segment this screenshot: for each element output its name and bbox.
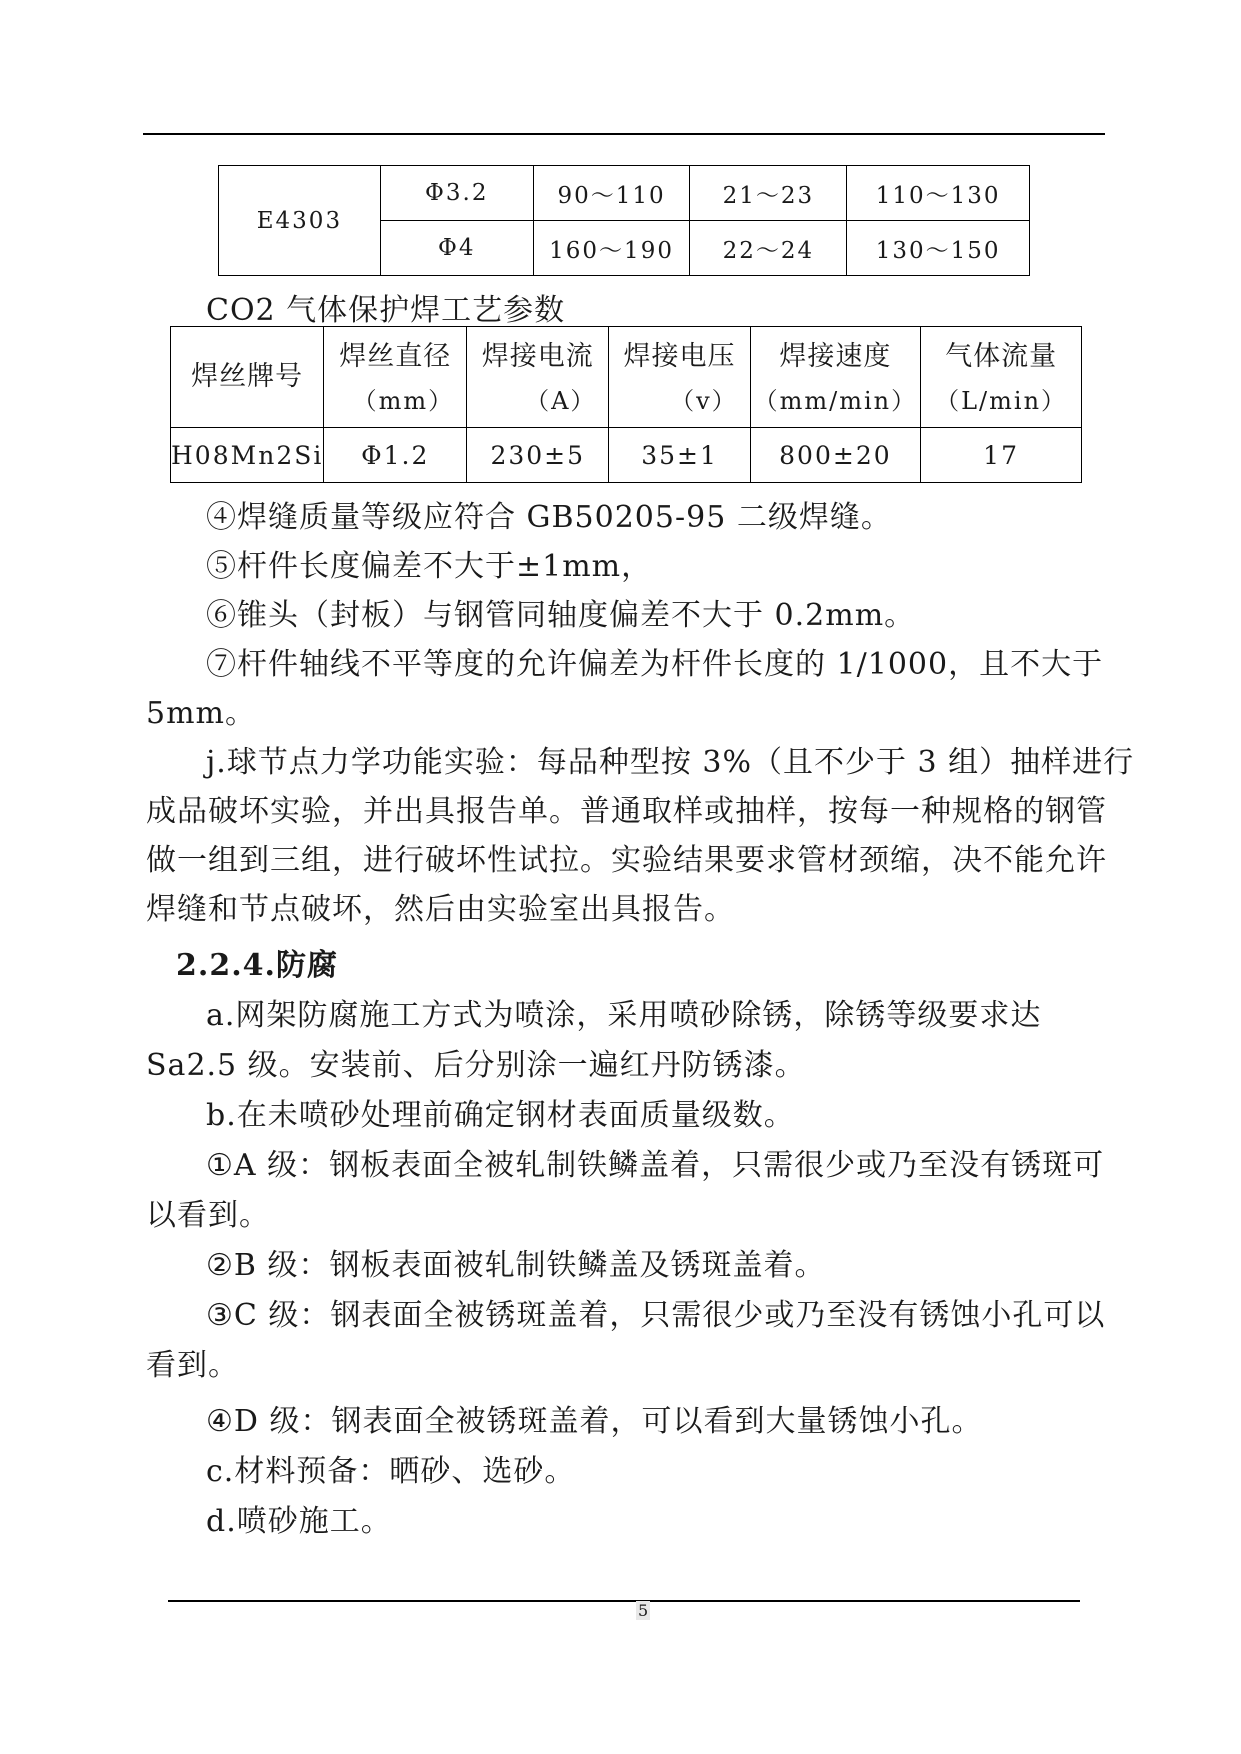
section-heading: 2.2.4.防腐 bbox=[176, 948, 338, 983]
table-cell: 90～110 bbox=[533, 166, 690, 221]
paragraph-line: c.材料预备：晒砂、选砂。 bbox=[206, 1454, 576, 1489]
paragraph-line: ⑦杆件轴线不平等度的允许偏差为杆件长度的 1/1000，且不大于 bbox=[206, 647, 1104, 682]
paragraph-line: 看到。 bbox=[146, 1348, 239, 1383]
table-cell: 160～190 bbox=[533, 221, 690, 276]
paragraph-line: ②B 级：钢板表面被轧制铁鳞盖及锈斑盖着。 bbox=[206, 1248, 826, 1283]
header-cell-gas-flow bbox=[921, 327, 1082, 428]
paragraph-line: ④焊缝质量等级应符合 GB50205-95 二级焊缝。 bbox=[206, 500, 892, 535]
paragraph-line: Sa2.5 级。安装前、后分别涂一遍红丹防锈漆。 bbox=[146, 1048, 806, 1083]
header-label: 焊接电压 bbox=[623, 341, 736, 372]
table-cell: 130～150 bbox=[847, 221, 1030, 276]
header-label: 焊接速度 bbox=[779, 341, 892, 372]
paragraph-line: j.球节点力学功能实验：每品种型按 3%（且不少于 3 组）抽样进行 bbox=[206, 745, 1135, 780]
paragraph-line: ③C 级：钢表面全被锈斑盖着，只需很少或乃至没有锈蚀小孔可以 bbox=[206, 1298, 1106, 1333]
page-number: 5 bbox=[638, 1601, 649, 1620]
header-cell-current bbox=[467, 327, 609, 428]
paragraph-line: 做一组到三组，进行破坏性试拉。实验结果要求管材颈缩，决不能允许 bbox=[146, 843, 1107, 878]
header-cell-speed bbox=[750, 327, 921, 428]
paragraph-line: d.喷砂施工。 bbox=[206, 1504, 392, 1539]
table-cell: Φ1.2 bbox=[324, 428, 467, 483]
table-cell: H08Mn2Si bbox=[171, 428, 324, 483]
header-unit: （mm/min） bbox=[753, 387, 918, 415]
table-cell: 800±20 bbox=[750, 428, 921, 483]
paragraph-line: 以看到。 bbox=[146, 1198, 270, 1233]
header-label: 气体流量 bbox=[945, 341, 1058, 372]
electrode-model-cell: E4303 bbox=[219, 166, 381, 276]
paragraph-line: a.网架防腐施工方式为喷涂，采用喷砂除锈，除锈等级要求达 bbox=[206, 998, 1042, 1033]
header-cell-voltage bbox=[609, 327, 750, 428]
table-cell: 17 bbox=[921, 428, 1082, 483]
footer-rule bbox=[168, 1600, 1080, 1602]
paragraph-line: 成品破坏实验，并出具报告单。普通取样或抽样，按每一种规格的钢管 bbox=[146, 794, 1107, 829]
table-cell: 230±5 bbox=[467, 428, 609, 483]
paragraph-line: ⑥锥头（封板）与钢管同轴度偏差不大于 0.2mm。 bbox=[206, 598, 916, 633]
header-unit: （L/min） bbox=[935, 387, 1068, 415]
header-label: 焊丝牌号 bbox=[191, 361, 304, 392]
table-cell: 21～23 bbox=[690, 166, 847, 221]
paragraph-line: ①A 级：钢板表面全被轧制铁鳞盖着，只需很少或乃至没有锈斑可 bbox=[206, 1148, 1105, 1183]
table-cell: Φ3.2 bbox=[380, 166, 533, 221]
table-header-row bbox=[171, 327, 1082, 428]
header-rule bbox=[143, 133, 1105, 135]
paragraph-line: 焊缝和节点破坏，然后由实验室出具报告。 bbox=[146, 892, 735, 927]
paragraph-line: b.在未喷砂处理前确定钢材表面质量级数。 bbox=[206, 1098, 795, 1133]
electrode-parameter-table bbox=[218, 165, 1030, 276]
table-row bbox=[219, 166, 1030, 221]
header-label: 焊丝直径 bbox=[339, 341, 452, 372]
header-unit: （mm） bbox=[352, 387, 455, 415]
co2-welding-parameter-table bbox=[170, 326, 1082, 483]
table-cell: Φ4 bbox=[380, 221, 533, 276]
table-caption: CO2 气体保护焊工艺参数 bbox=[206, 293, 566, 328]
header-label: 焊接电流 bbox=[481, 341, 594, 372]
header-unit: （A） bbox=[525, 387, 597, 415]
table-cell: 110～130 bbox=[847, 166, 1030, 221]
header-cell-wire-grade bbox=[171, 327, 324, 428]
paragraph-line: ⑤杆件长度偏差不大于±1mm， bbox=[206, 549, 653, 584]
header-cell-wire-diameter bbox=[324, 327, 467, 428]
table-cell: 35±1 bbox=[609, 428, 750, 483]
table-cell: 22～24 bbox=[690, 221, 847, 276]
paragraph-line: ④D 级：钢表面全被锈斑盖着，可以看到大量锈蚀小孔。 bbox=[206, 1404, 983, 1439]
table-row bbox=[171, 428, 1082, 483]
paragraph-line: 5mm。 bbox=[146, 696, 256, 731]
header-unit: （v） bbox=[670, 387, 738, 415]
